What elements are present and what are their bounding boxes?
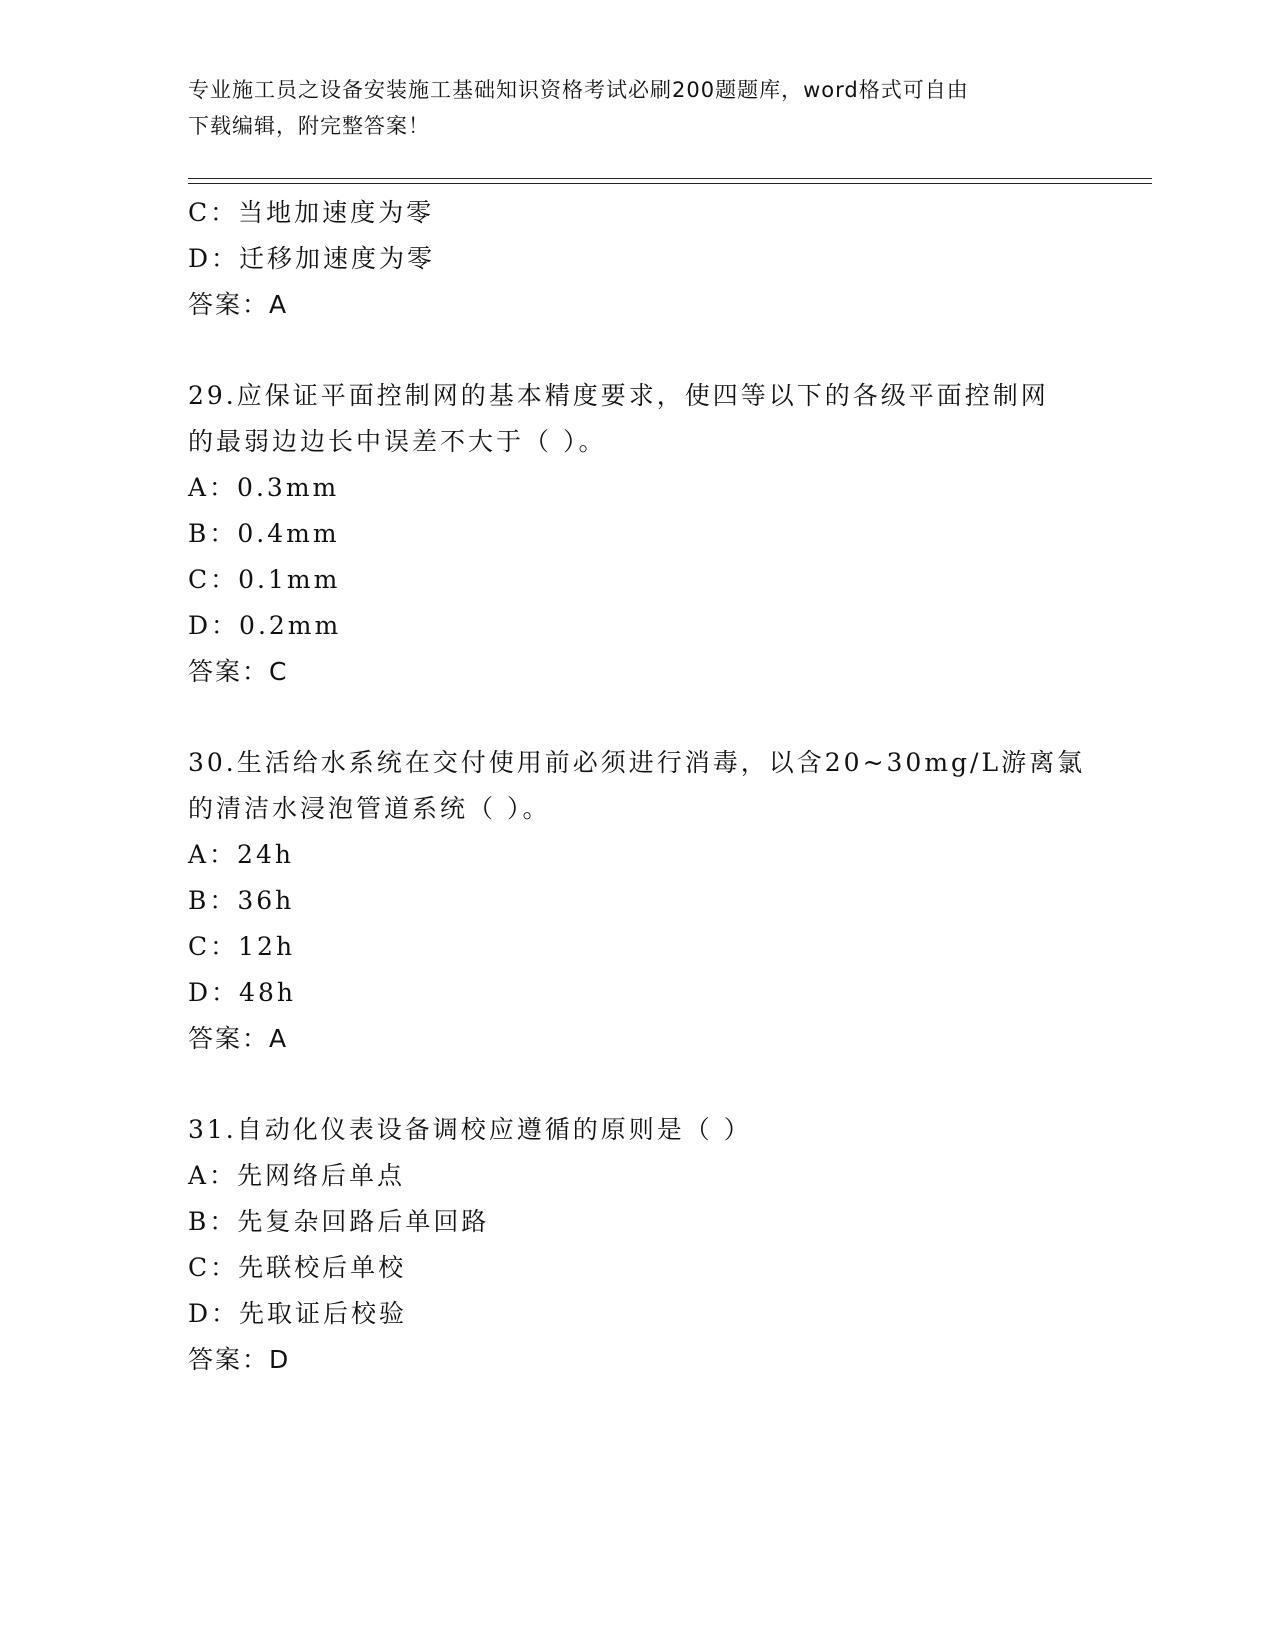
- answer-line: 答案：A: [188, 1024, 289, 1053]
- question-29: [188, 373, 1088, 695]
- question-stem-line: 29.应保证平面控制网的基本精度要求，使四等以下的各级平面控制网: [188, 381, 1049, 410]
- question-30: [188, 740, 1088, 1062]
- question-stem-line: 的最弱边边长中误差不大于（ ）。: [188, 427, 607, 456]
- question-31: [188, 1107, 1088, 1383]
- option-b: B：先复杂回路后单回路: [188, 1207, 490, 1236]
- option-a: A：24h: [188, 840, 294, 869]
- answer-line: 答案：A: [188, 290, 289, 319]
- option-a: A：0.3mm: [188, 473, 340, 502]
- header-divider-bottom: [188, 183, 1152, 184]
- answer-line: 答案：C: [188, 657, 289, 686]
- option-d: D：迁移加速度为零: [188, 244, 436, 273]
- option-c: C：先联校后单校: [188, 1253, 407, 1282]
- option-c: C：0.1mm: [188, 565, 341, 594]
- option-d: D：0.2mm: [188, 611, 342, 640]
- option-d: D：先取证后校验: [188, 1299, 408, 1328]
- header-line-1: 专业施工员之设备安装施工基础知识资格考试必刷200题题库，word格式可自由: [188, 78, 969, 102]
- option-c: C：12h: [188, 932, 296, 961]
- answer-line: 答案：D: [188, 1345, 291, 1374]
- option-c: C：当地加速度为零: [188, 198, 435, 227]
- option-a: A：先网络后单点: [188, 1161, 406, 1190]
- option-b: B：0.4mm: [188, 519, 340, 548]
- header-divider-top: [188, 178, 1152, 179]
- question-list: [188, 190, 1088, 1383]
- question-stem-line: 的清洁水浸泡管道系统（ ）。: [188, 794, 551, 823]
- question-stem-line: 31.自动化仪表设备调校应遵循的原则是（ ）: [188, 1115, 752, 1144]
- header-line-2: 下载编辑，附完整答案！: [188, 114, 430, 138]
- option-b: B：36h: [188, 886, 295, 915]
- document-header: [188, 72, 1088, 144]
- partial-question: [188, 190, 1088, 328]
- option-d: D：48h: [188, 978, 296, 1007]
- question-stem-line: 30.生活给水系统在交付使用前必须进行消毒，以含20~30mg/L游离氯: [188, 748, 1086, 777]
